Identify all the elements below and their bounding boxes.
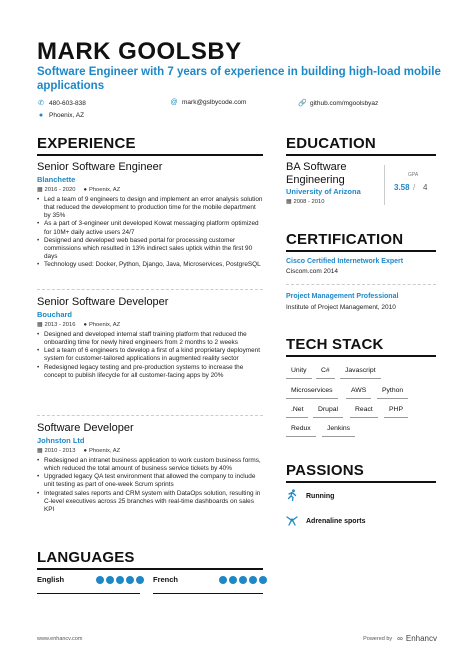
phone-icon: ✆	[38, 100, 44, 107]
job-meta	[37, 322, 263, 328]
job-bullets	[37, 331, 263, 380]
level-dot	[136, 576, 144, 584]
education-rule	[286, 154, 436, 156]
bullet-item: • Upgraded legacy QA test environment that allowed the company to include unit testing as part of one-week Scrum sprints	[37, 473, 263, 489]
calendar-icon: ▦	[37, 448, 43, 454]
job-company: Blanchette	[37, 175, 76, 184]
gpa-max: 4	[423, 183, 428, 192]
school-name: University of Arizona	[286, 187, 361, 196]
tech-stack-rule	[286, 355, 436, 357]
footer-brand	[363, 634, 437, 643]
job-bullets	[37, 457, 263, 514]
infinity-icon: ∞	[397, 634, 403, 643]
job-dates	[37, 448, 75, 454]
tech-tag: C#	[316, 363, 335, 379]
level-dot	[126, 576, 134, 584]
location-pin-icon: ●	[38, 112, 44, 119]
calendar-icon: ▦	[37, 322, 43, 328]
job-title: Software Developer	[37, 422, 134, 434]
languages-rule	[37, 568, 263, 570]
job-location-text: Phoenix, AZ	[88, 187, 121, 193]
level-dot	[229, 576, 237, 584]
gpa-separator: /	[413, 183, 416, 192]
level-dot	[219, 576, 227, 584]
job-location-text: Phoenix, AZ	[88, 448, 121, 454]
tech-tag: PHP	[384, 402, 408, 418]
bullet-item: • As a part of 3-engineer unit developed Kowat messaging platform optimized for 10M+ daily active users 24/7	[37, 220, 263, 236]
job-bullets	[37, 196, 263, 269]
contact-location	[37, 112, 84, 119]
job-title: Senior Software Engineer	[37, 161, 163, 173]
tech-tag: .Net	[286, 402, 308, 418]
contact-phone	[37, 99, 86, 107]
job-entry-1	[37, 161, 263, 269]
running-person-icon	[286, 489, 298, 504]
job-dates-text: 2016 - 2020	[44, 187, 76, 193]
job-company: Johnston Ltd	[37, 436, 85, 445]
bullet-item: • Led a team of 9 engineers to design and implement an error analysis solution that reduced the development to production time for the mobile department by 35%	[37, 196, 263, 220]
tech-tag: Drupal	[313, 402, 343, 418]
education-heading: EDUCATION	[286, 135, 376, 152]
contact-email[interactable]	[170, 99, 246, 106]
location-pin-icon: ●	[83, 322, 87, 328]
job-dates	[37, 322, 75, 328]
job-entry-2	[37, 296, 263, 380]
tech-tag: Javascript	[340, 363, 381, 379]
location-pin-icon: ●	[83, 187, 87, 193]
job-location	[83, 322, 120, 328]
certification-rule	[286, 250, 436, 252]
bullet-item: • Redesigned legacy testing and pre-production systems to increase the concept to publish lifecycle for all customer-facing apps by 20%	[37, 364, 263, 380]
passions-rule	[286, 481, 436, 483]
phone-text: 480-603-838	[49, 99, 86, 107]
tech-tag: React	[350, 402, 378, 418]
certification-name: Project Management Professional	[286, 293, 399, 300]
language-name: English	[37, 575, 65, 584]
certification-name: Cisco Certified Internetwork Expert	[286, 258, 404, 265]
passion-item	[286, 514, 366, 529]
job-location-text: Phoenix, AZ	[88, 322, 121, 328]
bullet-item: • Designed and developed web based portal for processing customer commissions which resulted in 13% indirect sales uptick within the first 90 days	[37, 237, 263, 261]
powered-by-text: Powered by	[363, 635, 393, 642]
level-dot	[259, 576, 267, 584]
level-dot	[249, 576, 257, 584]
job-separator	[37, 289, 263, 290]
level-dot	[116, 576, 124, 584]
tech-tag: AWS	[346, 383, 371, 399]
languages-heading: LANGUAGES	[37, 549, 135, 566]
tech-stack-heading: TECH STACK	[286, 336, 384, 353]
job-separator	[37, 415, 263, 416]
job-company: Bouchard	[37, 310, 73, 319]
education-dates-text: 2008 - 2010	[293, 199, 325, 205]
candidate-headline: Software Engineer with 7 years of experience in building high-load mobile applications	[37, 66, 441, 93]
gpa-value: 3.58	[394, 183, 410, 192]
passion-label: Adrenaline sports	[306, 518, 366, 525]
level-dot	[96, 576, 104, 584]
job-location	[83, 187, 120, 193]
at-sign-icon: @	[170, 99, 178, 106]
contact-github[interactable]	[298, 99, 378, 107]
bullet-item: • Integrated sales reports and CRM system with DataOps solution, resulting in C-level executives across 25 branches with real-time dashboards on sales KPI	[37, 490, 263, 514]
tech-tag: Microservices	[286, 383, 338, 399]
footer-website[interactable]: www.enhancv.com	[37, 636, 83, 642]
link-icon: 🔗	[298, 100, 307, 107]
language-underline	[37, 593, 140, 594]
certification-separator	[286, 284, 436, 285]
education-dates	[286, 199, 324, 205]
passion-label: Running	[306, 493, 335, 500]
job-dates-text: 2013 - 2016	[44, 322, 76, 328]
enhancv-logo[interactable]	[397, 634, 437, 643]
experience-heading: EXPERIENCE	[37, 135, 136, 152]
tech-tag: Jenkins	[322, 421, 355, 437]
email-text[interactable]: mark@gslbycode.com	[182, 99, 247, 106]
github-text[interactable]: github.com/mgoolsbyaz	[310, 99, 379, 107]
job-meta	[37, 187, 263, 193]
bullet-item: • Designed and developed internal staff training platform that reduced the onboarding time for newly hired engineers from 2 months to 2 weeks	[37, 331, 263, 347]
bullet-item: • Led a team of 6 engineers to develop a first of a kind proprietary deployment system for customer-tailored applications in augmented reality sector	[37, 347, 263, 363]
job-title: Senior Software Developer	[37, 296, 169, 308]
language-level-dots	[96, 576, 144, 584]
candidate-name: MARK GOOLSBY	[37, 38, 242, 65]
job-dates-text: 2010 - 2013	[44, 448, 76, 454]
job-entry-3	[37, 422, 263, 514]
job-dates	[37, 187, 75, 193]
certification-issuer: Ciscom.com 2014	[286, 268, 339, 275]
language-name: French	[153, 575, 179, 584]
location-text: Phoenix, AZ	[49, 112, 85, 119]
language-underline	[153, 593, 263, 594]
skydiving-icon	[286, 514, 298, 529]
bullet-item: • Redesigned an intranet business application to work custom business forms, which reduced the total amount of business service tickets by 40%	[37, 457, 263, 473]
gpa-divider	[384, 165, 385, 205]
location-pin-icon: ●	[83, 448, 87, 454]
tech-tag: Unity	[286, 363, 312, 379]
tech-tag: Python	[377, 383, 408, 399]
gpa-label: GPA	[408, 172, 419, 178]
calendar-icon: ▦	[37, 187, 43, 193]
degree-title: BA Software Engineering	[286, 161, 347, 186]
calendar-icon: ▦	[286, 199, 292, 205]
bullet-item: • Technology used: Docker, Python, Django, Java, Microservices, PostgreSQL	[37, 261, 263, 269]
certification-heading: CERTIFICATION	[286, 231, 404, 248]
tech-tag: Redux	[286, 421, 316, 437]
job-location	[83, 448, 120, 454]
experience-rule	[37, 154, 263, 156]
passion-item	[286, 489, 334, 504]
passions-heading: PASSIONS	[286, 462, 365, 479]
level-dot	[239, 576, 247, 584]
language-level-dots	[219, 576, 267, 584]
level-dot	[106, 576, 114, 584]
job-meta	[37, 448, 263, 454]
certification-issuer: Institute of Project Management, 2010	[286, 304, 396, 311]
brand-name: Enhancv	[405, 634, 437, 643]
